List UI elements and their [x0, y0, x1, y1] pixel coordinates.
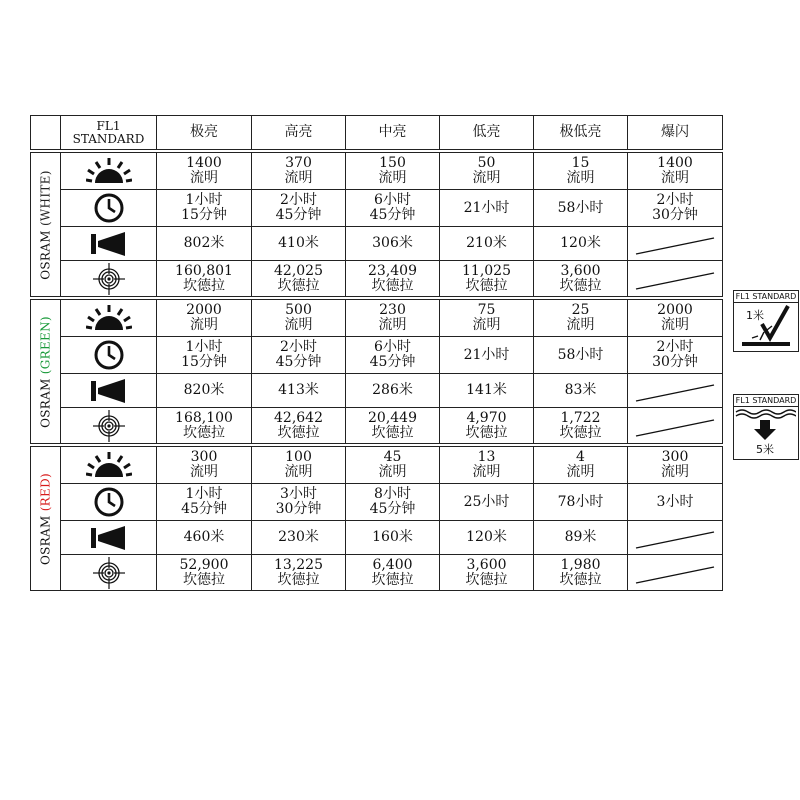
value-unit: 坎德拉: [183, 424, 225, 441]
value-cell: [534, 408, 628, 444]
value-number: 150: [379, 155, 406, 171]
value-number: 2000: [657, 302, 693, 318]
value-cell: [252, 484, 346, 521]
value-cell: [157, 190, 252, 227]
value-cell: [534, 227, 628, 261]
not-applicable-slash: [628, 558, 722, 588]
value-unit: 坎德拉: [183, 571, 225, 588]
value-cell: [346, 227, 440, 261]
fl1-standard-label: [61, 116, 157, 150]
value-unit: 坎德拉: [371, 571, 414, 588]
value-unit: 45分钟: [369, 501, 416, 517]
mode-header: 低亮: [440, 116, 534, 150]
metric-row: [31, 227, 723, 261]
not-applicable-cell: [628, 555, 723, 591]
value-cell: [534, 190, 628, 227]
led-group-label: [31, 447, 61, 591]
value-cell: [346, 408, 440, 444]
value-unit: 流明: [190, 464, 218, 480]
beam-distance-icon: [61, 227, 157, 261]
value-number: 460米: [183, 529, 225, 545]
value-cell: [440, 447, 534, 484]
led-brand: OSRAM: [38, 510, 52, 565]
not-applicable-slash: [628, 264, 722, 294]
value-number: 3,600: [466, 556, 507, 573]
value-unit: 流明: [190, 170, 218, 186]
value-cell: [534, 521, 628, 555]
value-number: 1400: [657, 155, 693, 171]
value-number: 3小时: [656, 493, 694, 510]
value-cell: [157, 408, 252, 444]
metric-row: [31, 337, 723, 374]
value-cell: [346, 555, 440, 591]
value-unit: 坎德拉: [465, 424, 508, 441]
value-number: 300: [661, 449, 689, 465]
value-unit: 流明: [472, 317, 501, 333]
value-number: 78小时: [557, 493, 604, 510]
value-cell: [440, 227, 534, 261]
value-cell: [440, 337, 534, 374]
value-unit: 坎德拉: [559, 277, 602, 294]
value-unit: 坎德拉: [465, 277, 508, 294]
value-number: 83米: [564, 382, 597, 398]
value-cell: [440, 153, 534, 190]
value-cell: [440, 261, 534, 297]
value-unit: 流明: [661, 170, 689, 186]
led-color-name: (WHITE): [38, 169, 52, 226]
value-number: 6小时: [374, 339, 411, 355]
metric-row: [31, 153, 723, 190]
value-number: 168,100: [175, 409, 233, 426]
value-unit: 45分钟: [369, 354, 416, 370]
metric-row: [31, 555, 723, 591]
standard-line1: FL1: [96, 118, 121, 133]
value-number: 410米: [278, 235, 319, 251]
value-unit: 坎德拉: [559, 571, 602, 588]
target-icon: [61, 555, 157, 591]
value-cell: [346, 484, 440, 521]
target-icon: [61, 408, 157, 444]
value-number: 6小时: [374, 192, 411, 208]
value-cell: [252, 447, 346, 484]
beam-distance-icon: [61, 521, 157, 555]
value-cell: [346, 447, 440, 484]
value-cell: [534, 374, 628, 408]
value-number: 11,025: [462, 262, 511, 279]
value-unit: 流明: [378, 464, 407, 480]
value-cell: [534, 484, 628, 521]
value-unit: 流明: [472, 464, 501, 480]
value-number: 3小时: [280, 486, 317, 502]
metric-row: [31, 300, 723, 337]
value-unit: 15分钟: [181, 207, 227, 223]
value-cell: [346, 521, 440, 555]
value-cell: [534, 447, 628, 484]
value-unit: 流明: [284, 170, 313, 186]
value-number: 306米: [372, 235, 413, 251]
sun-burst-icon: [61, 300, 157, 337]
not-applicable-slash: [628, 376, 722, 406]
value-number: 2小时: [656, 339, 694, 355]
value-number: 286米: [372, 382, 413, 398]
value-cell: [440, 300, 534, 337]
value-number: 45: [383, 449, 402, 465]
value-number: 4: [576, 449, 585, 465]
value-number: 8小时: [374, 486, 411, 502]
value-number: 2小时: [280, 339, 317, 355]
value-number: 413米: [278, 382, 319, 398]
target-icon: [61, 261, 157, 297]
value-number: 13,225: [274, 556, 323, 573]
metric-row: [31, 447, 723, 484]
not-applicable-cell: [628, 374, 723, 408]
not-applicable-cell: [628, 261, 723, 297]
standard-line2: STANDARD: [72, 131, 145, 146]
value-cell: [440, 374, 534, 408]
value-cell: [252, 337, 346, 374]
value-unit: 坎德拉: [559, 424, 602, 441]
water-panel-header: FL1 STANDARD: [735, 396, 797, 405]
value-unit: 30分钟: [652, 207, 698, 223]
value-unit: 45分钟: [275, 207, 322, 223]
led-brand: OSRAM: [38, 373, 52, 428]
metric-row: [31, 261, 723, 297]
value-cell: [440, 521, 534, 555]
value-unit: 45分钟: [369, 207, 416, 223]
value-number: 42,642: [274, 409, 323, 426]
mode-header: 高亮: [252, 116, 346, 150]
mode-header: 极亮: [157, 116, 252, 150]
value-cell: [252, 190, 346, 227]
mode-header: 中亮: [346, 116, 440, 150]
value-unit: 坎德拉: [277, 571, 320, 588]
sun-burst-icon: [61, 447, 157, 484]
value-number: 20,449: [368, 409, 417, 426]
beam-distance-icon: [61, 374, 157, 408]
value-cell: [157, 484, 252, 521]
led-group-label-text: [38, 170, 53, 279]
value-cell: [252, 261, 346, 297]
value-number: 2小时: [656, 192, 694, 208]
value-cell: [252, 300, 346, 337]
value-number: 1,980: [560, 556, 601, 573]
water-submersion-icon: [734, 407, 796, 441]
value-number: 23,409: [368, 262, 417, 279]
value-unit: 流明: [661, 464, 689, 480]
metric-row: [31, 190, 723, 227]
clock-icon: [61, 484, 157, 521]
metric-row: [31, 484, 723, 521]
metric-row: [31, 374, 723, 408]
value-number: 13: [477, 449, 496, 465]
value-unit: 坎德拉: [277, 277, 320, 294]
value-cell: [628, 300, 723, 337]
value-number: 1,722: [560, 409, 601, 426]
not-applicable-slash: [628, 411, 722, 441]
value-unit: 流明: [284, 317, 313, 333]
led-group-label: [31, 153, 61, 297]
value-cell: [346, 261, 440, 297]
value-unit: 15分钟: [181, 354, 227, 370]
value-unit: 坎德拉: [371, 277, 414, 294]
value-number: 42,025: [274, 262, 323, 279]
value-unit: 流明: [472, 170, 501, 186]
not-applicable-slash: [628, 523, 722, 553]
value-unit: 流明: [566, 317, 595, 333]
value-number: 802米: [183, 235, 225, 251]
value-number: 3,600: [560, 262, 601, 279]
mode-header: 极低亮: [534, 116, 628, 150]
impact-distance-label: 1米: [746, 309, 764, 322]
value-cell: [440, 408, 534, 444]
value-cell: [440, 190, 534, 227]
value-number: 160米: [372, 529, 413, 545]
led-group-label-text: [38, 473, 53, 565]
value-cell: [157, 374, 252, 408]
value-cell: [157, 521, 252, 555]
led-color-name: (RED): [38, 472, 52, 511]
value-unit: 45分钟: [181, 501, 227, 517]
not-applicable-slash: [628, 229, 722, 259]
spec-table: [30, 115, 723, 591]
not-applicable-cell: [628, 521, 723, 555]
value-cell: [252, 153, 346, 190]
value-cell: [157, 337, 252, 374]
value-cell: [440, 555, 534, 591]
value-cell: [252, 555, 346, 591]
mode-header: 爆闪: [628, 116, 723, 150]
sun-burst-icon: [61, 153, 157, 190]
value-cell: [628, 153, 723, 190]
metric-row: [31, 521, 723, 555]
value-unit: 30分钟: [652, 354, 698, 370]
value-cell: [628, 447, 723, 484]
value-cell: [534, 300, 628, 337]
value-unit: 流明: [190, 317, 218, 333]
not-applicable-cell: [628, 408, 723, 444]
value-cell: [346, 190, 440, 227]
value-number: 370: [285, 155, 312, 171]
value-number: 2000: [186, 302, 222, 318]
value-number: 75: [477, 302, 496, 318]
value-number: 6,400: [372, 556, 413, 573]
value-unit: 坎德拉: [371, 424, 414, 441]
value-cell: [252, 521, 346, 555]
water-submersion-panel: [733, 394, 799, 460]
value-unit: 45分钟: [275, 354, 322, 370]
value-cell: [157, 300, 252, 337]
value-cell: [157, 261, 252, 297]
value-cell: [346, 300, 440, 337]
value-number: 52,900: [179, 556, 229, 573]
header-corner: [31, 116, 61, 150]
value-cell: [346, 374, 440, 408]
value-number: 1400: [186, 155, 222, 171]
value-unit: 流明: [566, 464, 595, 480]
value-cell: [157, 227, 252, 261]
value-unit: 坎德拉: [183, 277, 225, 294]
value-unit: 流明: [378, 317, 407, 333]
value-number: 300: [190, 449, 218, 465]
value-unit: 坎德拉: [277, 424, 320, 441]
value-unit: 30分钟: [275, 501, 322, 517]
not-applicable-cell: [628, 227, 723, 261]
value-unit: 流明: [661, 317, 689, 333]
value-number: 58小时: [557, 346, 604, 363]
value-number: 15: [571, 155, 590, 171]
value-number: 141米: [466, 382, 507, 398]
value-cell: [440, 484, 534, 521]
metric-row: [31, 408, 723, 444]
value-number: 89米: [564, 529, 597, 545]
value-number: 25小时: [463, 493, 510, 510]
value-cell: [534, 153, 628, 190]
header-row: [31, 116, 723, 150]
value-cell: [157, 153, 252, 190]
value-unit: 坎德拉: [465, 571, 508, 588]
value-cell: [628, 337, 723, 374]
value-cell: [346, 153, 440, 190]
value-number: 1小时: [185, 486, 223, 502]
impact-resistance-icon: [734, 302, 796, 350]
value-number: 120米: [466, 529, 507, 545]
value-cell: [252, 227, 346, 261]
led-group-label: [31, 300, 61, 444]
value-cell: [157, 447, 252, 484]
value-number: 210米: [466, 235, 507, 251]
value-number: 500: [285, 302, 312, 318]
value-number: 25: [571, 302, 590, 318]
value-cell: [157, 555, 252, 591]
led-color-name: (GREEN): [38, 315, 52, 374]
led-brand: OSRAM: [38, 225, 52, 280]
value-number: 21小时: [463, 346, 510, 363]
value-number: 1小时: [185, 192, 223, 208]
value-number: 2小时: [280, 192, 317, 208]
clock-icon: [61, 337, 157, 374]
value-number: 160,801: [175, 262, 233, 279]
value-cell: [252, 408, 346, 444]
value-cell: [346, 337, 440, 374]
value-number: 58小时: [557, 199, 604, 216]
value-number: 120米: [560, 235, 601, 251]
value-cell: [252, 374, 346, 408]
value-number: 1小时: [185, 339, 223, 355]
value-number: 50: [477, 155, 496, 171]
water-depth-label: 5米: [756, 443, 774, 456]
value-number: 21小时: [463, 199, 510, 216]
value-number: 820米: [183, 382, 225, 398]
value-cell: [628, 484, 723, 521]
clock-icon: [61, 190, 157, 227]
led-group-label-text: [38, 316, 53, 428]
value-number: 100: [285, 449, 312, 465]
impact-resistance-panel: [733, 290, 799, 352]
value-number: 230: [379, 302, 406, 318]
value-cell: [628, 190, 723, 227]
value-number: 230米: [278, 529, 319, 545]
value-cell: [534, 337, 628, 374]
value-unit: 流明: [566, 170, 595, 186]
value-cell: [534, 261, 628, 297]
value-unit: 流明: [284, 464, 313, 480]
value-number: 4,970: [466, 409, 507, 426]
value-cell: [534, 555, 628, 591]
value-unit: 流明: [378, 170, 407, 186]
impact-panel-header: FL1 STANDARD: [735, 292, 797, 301]
